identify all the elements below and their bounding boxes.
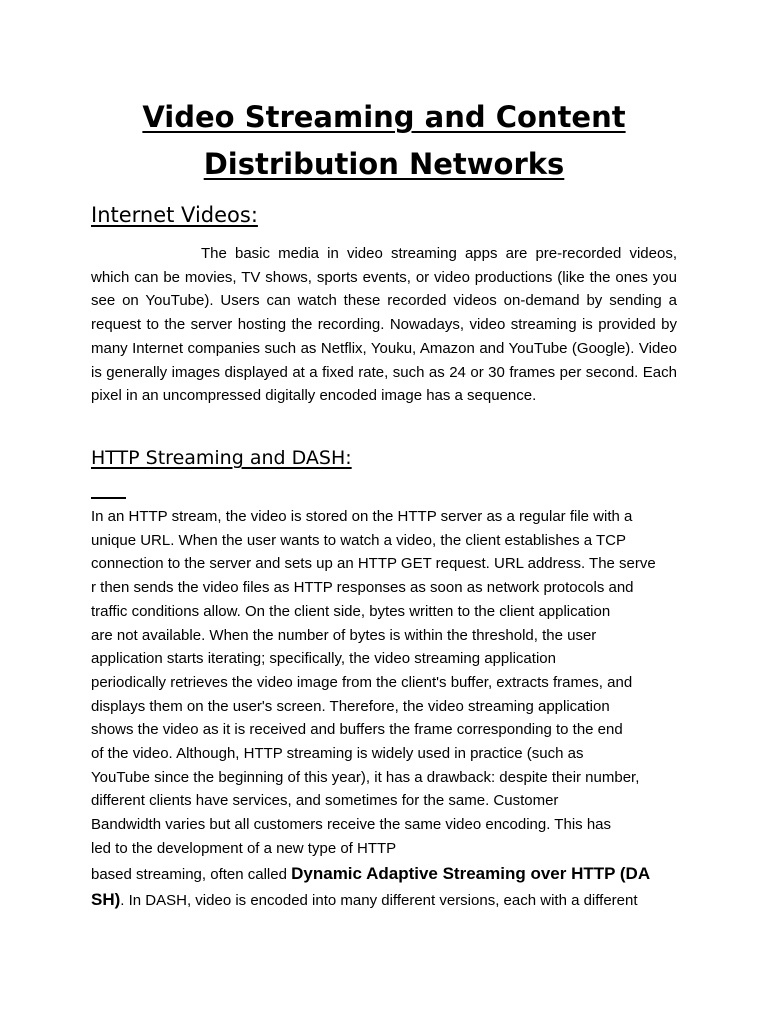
paragraph-line: application starts iterating; specifically, the video streaming application — [91, 650, 556, 668]
paragraph-line: Bandwidth varies but all customers receive the same video encoding. This has — [91, 816, 611, 834]
paragraph-line — [91, 861, 681, 887]
short-rule-divider — [91, 497, 126, 499]
paragraph-line: r then sends the video files as HTTP responses as soon as network protocols and — [91, 579, 634, 597]
dash-term-emphasis: Dynamic Adaptive Streaming over HTTP (DA — [291, 863, 651, 883]
section-paragraph-http-streaming — [91, 505, 681, 913]
paragraph-line: periodically retrieves the video image from the client's buffer, extracts frames, and — [91, 673, 633, 691]
document-title — [0, 94, 768, 188]
paragraph-line: led to the development of a new type of HTTP — [91, 839, 397, 857]
paragraph-line: unique URL. When the user wants to watch a video, the client establishes a TCP — [91, 531, 627, 549]
paragraph-line: traffic conditions allow. On the client side, bytes written to the client application — [91, 602, 611, 620]
paragraph-line — [91, 887, 681, 913]
paragraph-line: YouTube since the beginning of this year), it has a drawback: despite their number, — [91, 768, 640, 786]
title-line-1: Video Streaming and Content — [142, 100, 626, 134]
paragraph-line: shows the video as it is received and buffers the frame corresponding to the end — [91, 721, 623, 739]
paragraph-line: connection to the server and sets up an HTTP GET request. URL address. The serve — [91, 555, 656, 573]
line-suffix-text: . In DASH, video is encoded into many different versions, each with a different — [120, 891, 638, 909]
section-heading-internet-videos: Internet Videos: — [91, 203, 258, 227]
paragraph-line: displays them on the user's screen. Therefore, the video streaming application — [91, 697, 610, 715]
paragraph-line: In an HTTP stream, the video is stored on the HTTP server as a regular file with a — [91, 508, 633, 525]
line-prefix-text: based streaming, often called — [91, 865, 292, 883]
title-line-2: Distribution Networks — [203, 147, 565, 181]
dash-term-emphasis-continued: SH) — [91, 889, 121, 909]
section-heading-http-streaming: HTTP Streaming and DASH: — [91, 447, 352, 469]
paragraph-line: are not available. When the number of bytes is within the threshold, the user — [91, 626, 597, 644]
section-paragraph-internet-videos: The basic media in video streaming apps are pre-recorded videos, which can be movies, TV shows, sports events, or video productions (like the ones you see on YouTube). Users can watch these recorded videos on-demand by sending a request to the server hosting the recording. Nowadays, video streaming is provided by many Internet companies such as Netflix, Youku, Amazon and YouTube (Google). Video is generally images displayed at a fixed rate, such as 24 or 30 frames per second. Each pixel in an uncompressed digitally encoded image has a sequence. — [91, 245, 677, 405]
paragraph-line: different clients have services, and sometimes for the same. Customer — [91, 792, 559, 810]
paragraph-line: of the video. Although, HTTP streaming is widely used in practice (such as — [91, 745, 584, 763]
